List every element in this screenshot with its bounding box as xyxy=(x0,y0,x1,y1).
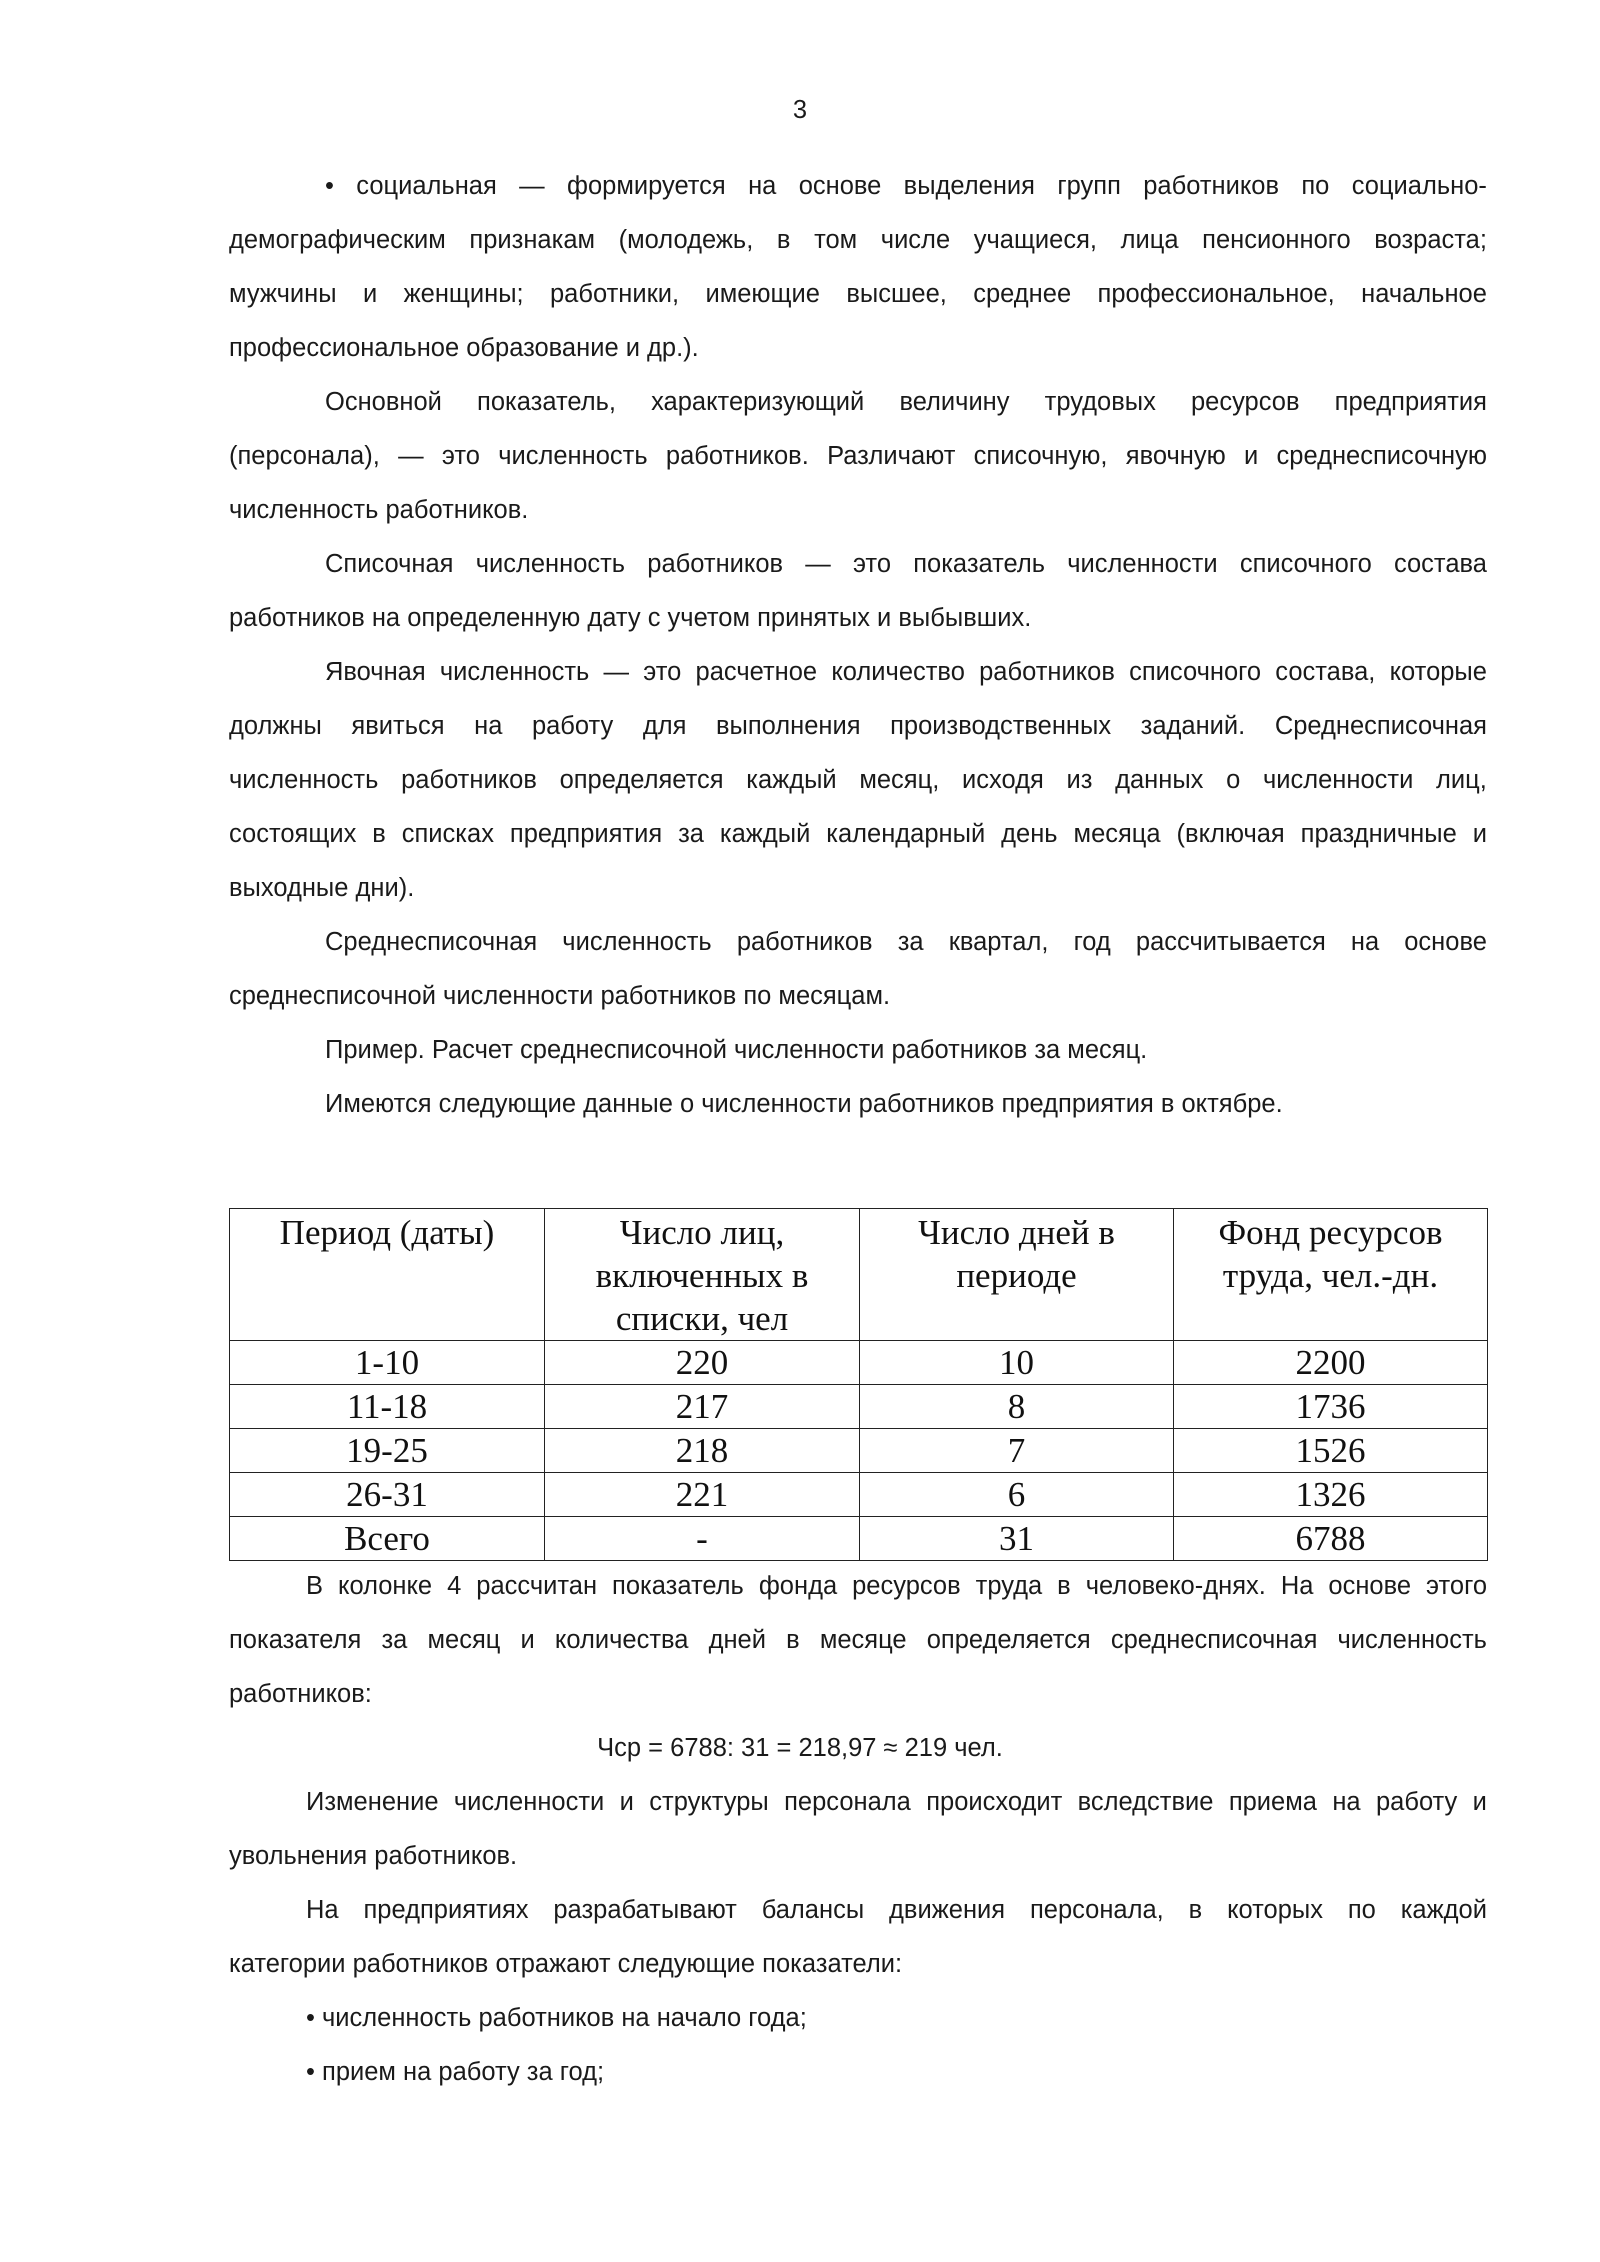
table-cell: 19-25 xyxy=(230,1429,545,1473)
word: групп xyxy=(1057,172,1121,200)
word: ресурсов xyxy=(1190,388,1300,416)
word: списочного xyxy=(1129,658,1262,686)
word: предприятия xyxy=(509,820,663,848)
word: и xyxy=(362,280,378,308)
word: и xyxy=(1472,1788,1487,1816)
word: работников xyxy=(736,928,873,956)
word: балансы xyxy=(761,1896,865,1924)
word: женщины; xyxy=(403,280,524,308)
word: о xyxy=(1226,766,1241,794)
word: которые xyxy=(1389,658,1487,686)
word: На xyxy=(1280,1572,1314,1600)
staff-table xyxy=(229,1208,1488,1561)
word: в xyxy=(1057,1572,1071,1600)
word: — xyxy=(603,658,630,686)
text-line: среднесписочной численности работников по месяцам. xyxy=(229,982,891,1010)
word: — xyxy=(519,172,545,200)
word: месяц xyxy=(427,1626,501,1654)
word: в xyxy=(372,820,386,848)
word: учащиеся, xyxy=(973,226,1098,254)
text-line xyxy=(229,224,1487,256)
table-row xyxy=(230,1429,1488,1473)
table-cell: 26-31 xyxy=(230,1473,545,1517)
word: год xyxy=(1073,928,1111,956)
text-line xyxy=(229,440,1487,472)
word: явиться xyxy=(351,712,445,740)
word: календарный xyxy=(826,820,986,848)
word: 4 xyxy=(447,1572,462,1600)
word: производственных xyxy=(890,712,1112,740)
word: по xyxy=(1301,172,1330,200)
table-cell: - xyxy=(545,1517,860,1561)
word: Основной xyxy=(325,388,442,416)
table-header-row xyxy=(230,1209,1488,1341)
word: высшее, xyxy=(846,280,947,308)
word: этого xyxy=(1426,1572,1487,1600)
word: праздничные xyxy=(1300,820,1457,848)
word: работу xyxy=(531,712,614,740)
word: • xyxy=(325,172,334,200)
word: колонке xyxy=(338,1572,433,1600)
table-cell: 1-10 xyxy=(230,1341,545,1385)
word: том xyxy=(814,226,858,254)
word: месяце xyxy=(819,1626,907,1654)
text-line xyxy=(325,656,1487,688)
text-line xyxy=(229,1624,1487,1656)
word: В xyxy=(306,1572,324,1600)
word: труда xyxy=(975,1572,1043,1600)
table-cell: 31 xyxy=(860,1517,1174,1561)
word: месяц, xyxy=(859,766,940,794)
word: дней xyxy=(708,1626,766,1654)
text-line xyxy=(229,764,1487,796)
word: количество xyxy=(831,658,965,686)
word: численность xyxy=(475,550,626,578)
word: должны xyxy=(229,712,322,740)
word: показатель xyxy=(612,1572,744,1600)
word: работников xyxy=(401,766,537,794)
word: движения xyxy=(889,1896,1006,1924)
word: лиц, xyxy=(1436,766,1487,794)
word: мужчины xyxy=(229,280,337,308)
word: вследствие xyxy=(1077,1788,1214,1816)
text-line xyxy=(325,170,1487,202)
word: работники, xyxy=(550,280,680,308)
word: исходя xyxy=(962,766,1044,794)
word: и xyxy=(520,1626,535,1654)
word: пенсионного xyxy=(1202,226,1351,254)
word: списках xyxy=(401,820,494,848)
table-cell: 10 xyxy=(860,1341,1174,1385)
text-line xyxy=(229,818,1487,850)
text-line: работников на определенную дату с учетом принятых и выбывших. xyxy=(229,604,1032,632)
list-item: • численность работников на начало года; xyxy=(306,2004,807,2032)
text-line: профессиональное образование и др.). xyxy=(229,334,699,362)
word: численности xyxy=(453,1788,605,1816)
word: предприятия xyxy=(1334,388,1487,416)
word: персонала, xyxy=(1029,1896,1164,1924)
table-total-row xyxy=(230,1517,1488,1561)
word: за xyxy=(897,928,924,956)
word: и xyxy=(1244,442,1259,470)
table-cell: Всего xyxy=(230,1517,545,1561)
word: каждый xyxy=(719,820,811,848)
word: происходит xyxy=(926,1788,1063,1816)
word: численности xyxy=(1067,550,1218,578)
word: основе xyxy=(1404,928,1487,956)
word: человеко-днях. xyxy=(1085,1572,1266,1600)
text-line: работников: xyxy=(229,1680,372,1708)
text-line xyxy=(306,1786,1487,1818)
word: в xyxy=(786,1626,800,1654)
text-line: Имеются следующие данные о численности работников предприятия в октябре. xyxy=(325,1090,1283,1118)
word: величину xyxy=(899,388,1010,416)
word: для xyxy=(642,712,687,740)
word: на xyxy=(1350,928,1380,956)
word: числе xyxy=(880,226,951,254)
word: профессиональное, xyxy=(1097,280,1335,308)
word: в xyxy=(776,226,791,254)
word: работу xyxy=(1375,1788,1458,1816)
word: и xyxy=(1472,820,1487,848)
word: приема xyxy=(1228,1788,1317,1816)
word: работников xyxy=(1143,172,1280,200)
page-number: 3 xyxy=(792,96,808,124)
table-row xyxy=(230,1473,1488,1517)
text-line: численность работников. xyxy=(229,496,529,524)
word: Списочная xyxy=(325,550,454,578)
word: каждой xyxy=(1400,1896,1487,1924)
word: это xyxy=(852,550,892,578)
word: показателя xyxy=(229,1626,362,1654)
word: (молодежь, xyxy=(618,226,754,254)
word: работников xyxy=(979,658,1115,686)
word: день xyxy=(1001,820,1058,848)
word: это xyxy=(441,442,480,470)
word: рассчитан xyxy=(476,1572,598,1600)
word: Изменение xyxy=(306,1788,439,1816)
word: численность xyxy=(498,442,648,470)
word: и xyxy=(619,1788,634,1816)
text-line: выходные дни). xyxy=(229,874,415,902)
word: определяется xyxy=(559,766,724,794)
word: фонда xyxy=(758,1572,838,1600)
word: показатель, xyxy=(477,388,616,416)
word: каждый xyxy=(746,766,837,794)
word: это xyxy=(643,658,682,686)
table-cell: 1326 xyxy=(1174,1473,1488,1517)
word: Среднесписочная xyxy=(325,928,538,956)
word: состава, xyxy=(1275,658,1376,686)
word: выделения xyxy=(903,172,1035,200)
word: показатель xyxy=(913,550,1046,578)
word: количества xyxy=(554,1626,689,1654)
text-line xyxy=(325,548,1487,580)
word: рассчитывается xyxy=(1135,928,1326,956)
word: на xyxy=(748,172,777,200)
table-cell: 6 xyxy=(860,1473,1174,1517)
word: разрабатывают xyxy=(553,1896,737,1924)
table-cell: 217 xyxy=(545,1385,860,1429)
word: выполнения xyxy=(715,712,861,740)
word: за xyxy=(678,820,704,848)
table-cell: 11-18 xyxy=(230,1385,545,1429)
table-cell: 221 xyxy=(545,1473,860,1517)
word: в xyxy=(1188,1896,1203,1924)
table-cell: 1736 xyxy=(1174,1385,1488,1429)
table-cell: 1526 xyxy=(1174,1429,1488,1473)
word: персонала xyxy=(784,1788,911,1816)
word: (персонала), xyxy=(229,442,380,470)
text-line xyxy=(325,926,1487,958)
word: на xyxy=(1332,1788,1361,1816)
word: численность xyxy=(229,766,379,794)
table-cell: 218 xyxy=(545,1429,860,1473)
text-line: Пример. Расчет среднесписочной численности работников за месяц. xyxy=(325,1036,1148,1064)
word: (включая xyxy=(1176,820,1285,848)
table-cell: 8 xyxy=(860,1385,1174,1429)
word: явочную xyxy=(1125,442,1226,470)
table-row xyxy=(230,1385,1488,1429)
word: численность xyxy=(439,658,590,686)
word: имеющие xyxy=(705,280,820,308)
word: формируется xyxy=(566,172,726,200)
text-line: увольнения работников. xyxy=(229,1842,518,1870)
word: данных xyxy=(1115,766,1204,794)
word: определяется xyxy=(926,1626,1091,1654)
word: предприятиях xyxy=(363,1896,529,1924)
word: среднесписочная xyxy=(1110,1626,1318,1654)
word: возраста; xyxy=(1374,226,1487,254)
word: характеризующий xyxy=(651,388,865,416)
text-line xyxy=(229,710,1487,742)
word: месяца xyxy=(1073,820,1161,848)
word: трудовых xyxy=(1044,388,1156,416)
column-header: Период (даты) xyxy=(230,1209,545,1341)
table-cell: 220 xyxy=(545,1341,860,1385)
word: На xyxy=(306,1896,339,1924)
word: квартал, xyxy=(948,928,1049,956)
column-header: Фонд ресурсов труда, чел.-дн. xyxy=(1174,1209,1488,1341)
word: — xyxy=(805,550,831,578)
word: которых xyxy=(1227,1896,1323,1924)
word: Различают xyxy=(827,442,956,470)
word: основе xyxy=(1328,1572,1412,1600)
word: среднее xyxy=(973,280,1072,308)
word: начальное xyxy=(1361,280,1487,308)
word: основе xyxy=(798,172,882,200)
text-line xyxy=(229,278,1487,310)
column-header: Число дней в периоде xyxy=(860,1209,1174,1341)
word: заданий. xyxy=(1140,712,1246,740)
word: расчетное xyxy=(695,658,818,686)
text-line xyxy=(325,386,1487,418)
table-row xyxy=(230,1341,1488,1385)
word: социальная xyxy=(356,172,497,200)
word: лица xyxy=(1120,226,1179,254)
word: ресурсов xyxy=(852,1572,961,1600)
word: на xyxy=(474,712,503,740)
word: численность xyxy=(562,928,712,956)
word: Явочная xyxy=(325,658,426,686)
word: по xyxy=(1347,1896,1376,1924)
word: численности xyxy=(1262,766,1414,794)
word: среднесписочную xyxy=(1276,442,1487,470)
formula: Чср = 6788: 31 = 218,97 ≈ 219 чел. xyxy=(597,1734,1003,1762)
word: работников. xyxy=(665,442,809,470)
list-item: • прием на работу за год; xyxy=(306,2058,605,2086)
word: состоящих xyxy=(229,820,357,848)
word: Среднесписочная xyxy=(1274,712,1487,740)
word: списочную, xyxy=(973,442,1108,470)
text-line xyxy=(306,1894,1487,1926)
word: численность xyxy=(1337,1626,1487,1654)
text-line xyxy=(306,1570,1487,1602)
word: состава xyxy=(1393,550,1487,578)
word: из xyxy=(1066,766,1093,794)
word: демографическим xyxy=(229,226,446,254)
word: работников xyxy=(647,550,784,578)
word: социально- xyxy=(1351,172,1487,200)
word: признакам xyxy=(469,226,596,254)
table-cell: 2200 xyxy=(1174,1341,1488,1385)
word: структуры xyxy=(649,1788,769,1816)
table-cell: 6788 xyxy=(1174,1517,1488,1561)
text-line: категории работников отражают следующие показатели: xyxy=(229,1950,903,1978)
word: списочного xyxy=(1239,550,1372,578)
table-cell: 7 xyxy=(860,1429,1174,1473)
word: за xyxy=(381,1626,408,1654)
column-header: Число лиц, включенных в списки, чел xyxy=(545,1209,860,1341)
word: — xyxy=(398,442,424,470)
